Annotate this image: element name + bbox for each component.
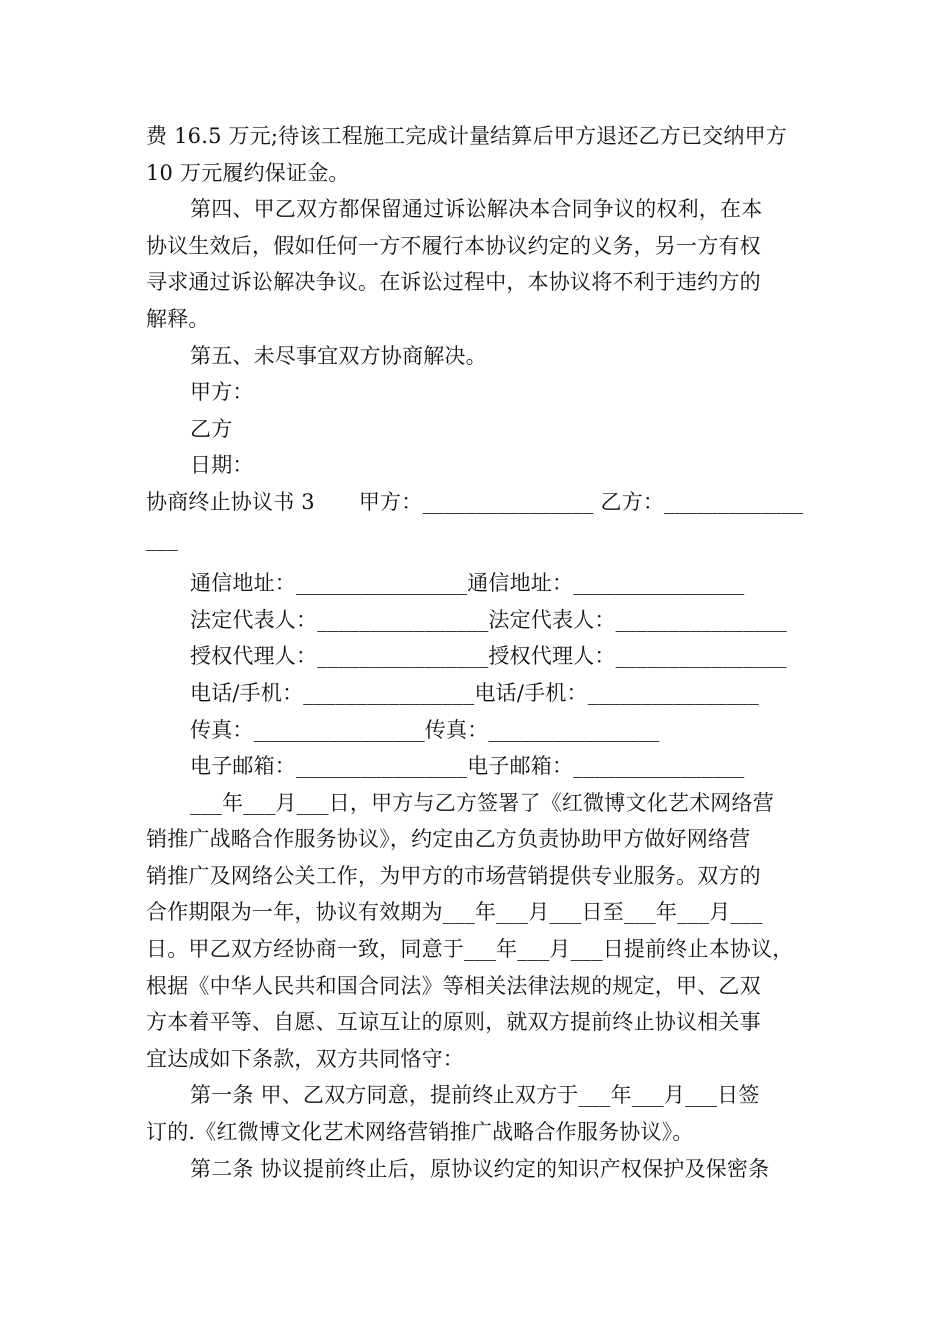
form-row-agent: 授权代理人：________________授权代理人：________________ xyxy=(190,644,787,669)
article-1: 第一条 甲、乙双方同意，提前终止双方于___年___月___日签 xyxy=(190,1083,760,1108)
text-line: 合作期限为一年，协议有效期为___年___月___日至___年___月___ xyxy=(146,900,763,925)
paragraph-clause-5: 第五、未尽事宜双方协商解决。 xyxy=(190,343,487,368)
text-line: 方本着平等、自愿、互谅互让的原则，就双方提前终止协议相关事 xyxy=(146,1010,761,1035)
text-line: 订的.《红微博文化艺术网络营销推广战略合作服务协议》。 xyxy=(146,1120,694,1145)
text-line: 根据《中华人民共和国合同法》等相关法律法规的规定，甲、乙双 xyxy=(146,973,761,998)
paragraph-preamble: ___年___月___日，甲方与乙方签署了《红微博文化艺术网络营 xyxy=(190,790,774,815)
text-line: 协议生效后，假如任何一方不履行本协议约定的义务，另一方有权 xyxy=(146,233,761,258)
section-title-line xyxy=(146,484,836,521)
form-row-legal-rep: 法定代表人：________________法定代表人：________________ xyxy=(190,607,787,632)
signature-party-a: 甲方： xyxy=(190,380,254,405)
form-row-address: 通信地址：________________通信地址：________________ xyxy=(190,571,745,596)
text-line: 10 万元履约保证金。 xyxy=(146,160,350,185)
text-line: 宜达成如下条款，双方共同恪守： xyxy=(146,1046,464,1071)
form-row-email: 电子邮箱：________________电子邮箱：________________ xyxy=(190,754,745,779)
text-line: 费 16.5 万元;待该工程施工完成计量结算后甲方退还乙方已交纳甲方 xyxy=(146,124,787,148)
text-line: 寻求通过诉讼解决争议。在诉讼过程中，本协议将不利于违约方的 xyxy=(146,270,761,295)
text-line: 日。甲乙双方经协商一致，同意于___年___月___日提前终止本协议， xyxy=(146,937,794,962)
form-row-fax: 传真：________________传真：________________ xyxy=(190,717,660,742)
text-line: 解释。 xyxy=(146,306,210,331)
article-2: 第二条 协议提前终止后，原协议约定的知识产权保护及保密条 xyxy=(190,1156,770,1181)
text-line: 销推广战略合作服务协议》，约定由乙方负责协助甲方做好网络营 xyxy=(146,827,751,852)
signature-party-b: 乙方 xyxy=(190,416,233,441)
section-title: 协商终止协议书 3 xyxy=(146,489,315,514)
signature-date: 日期： xyxy=(190,453,254,478)
text-line: ___ xyxy=(146,526,179,551)
text-line: 销推广及网络公关工作，为甲方的市场营销提供专业服务。双方的 xyxy=(146,863,761,888)
parties-header: 甲方：________________ 乙方：_____________ xyxy=(358,489,804,514)
paragraph-clause-4: 第四、甲乙双方都保留通过诉讼解决本合同争议的权利，在本 xyxy=(190,197,763,222)
form-row-phone: 电话/手机：________________电话/手机：________________ xyxy=(190,680,759,705)
document-page xyxy=(146,118,836,1187)
